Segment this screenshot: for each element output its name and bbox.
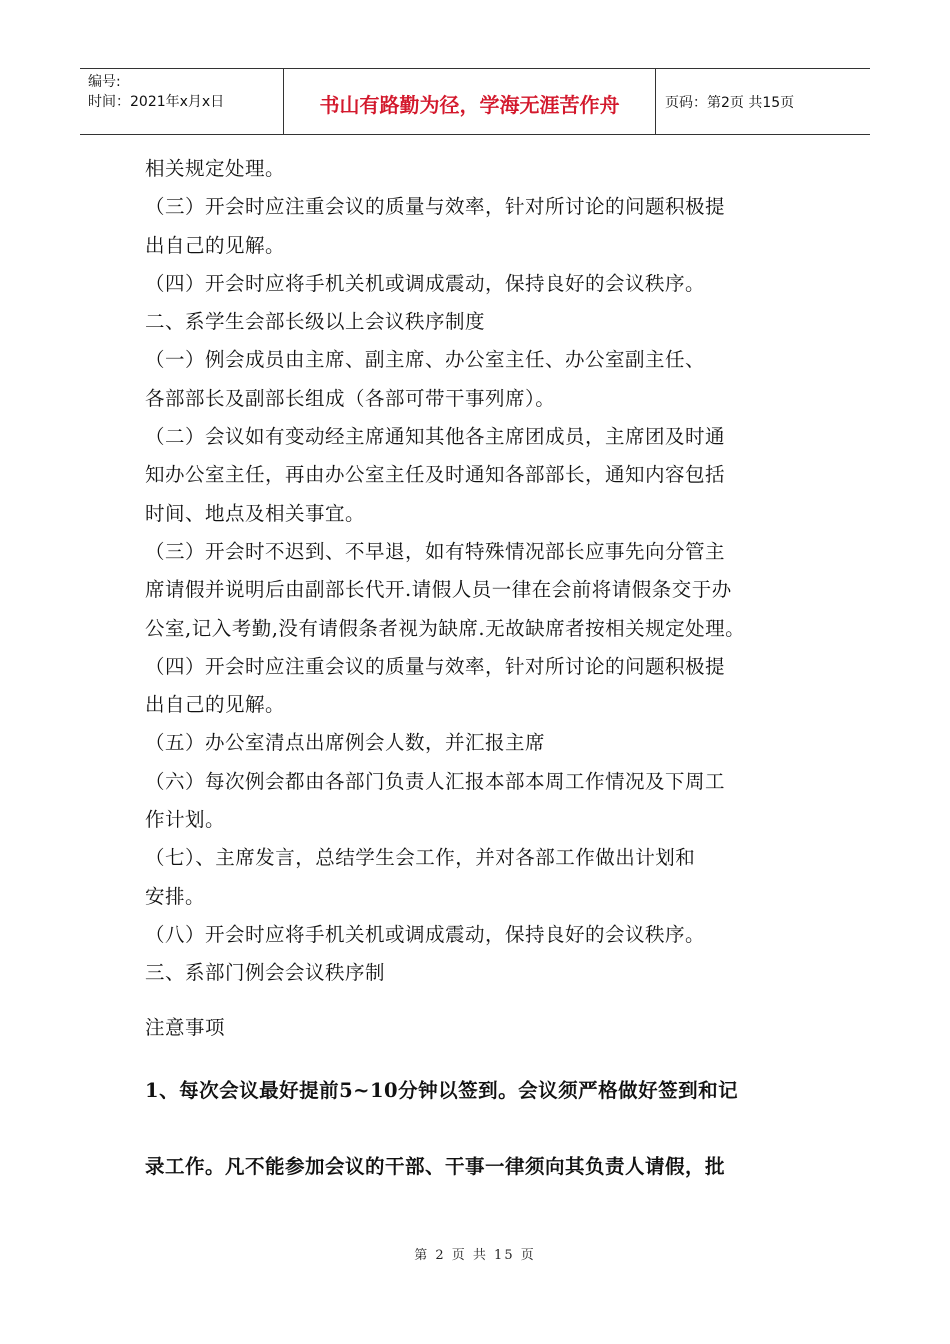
paragraph-line: （四）开会时应将手机关机或调成震动，保持良好的会议秩序。 [145,271,706,295]
paragraph-line: （八）开会时应将手机关机或调成震动，保持良好的会议秩序。 [145,922,706,946]
notice-title: 注意事项 [145,1016,226,1039]
paragraph-line: 时间、地点及相关事宜。 [145,501,366,525]
header-left-cell [80,69,283,134]
paragraph-line: 公室,记入考勤,没有请假条者视为缺席.无故缺席者按相关规定处理。 [145,616,746,640]
bold-paragraph-line: 录工作。凡不能参加会议的干部、干事一律须向其负责人请假，批 [145,1155,726,1178]
paragraph-line: 各部部长及副部长组成（各部可带干事列席）。 [145,386,556,410]
document-body [145,150,815,993]
section-heading: 二、系学生会部长级以上会议秩序制度 [145,310,486,334]
bold-paragraph-line: 1、每次会议最好提前5~10分钟以签到。会议须严格做好签到和记 [145,1079,739,1102]
header-page-label: 页码：第2页 共15页 [665,94,795,111]
document-time-label: 时间：2021年x月x日 [88,94,225,110]
document-number-label: 编号: [88,74,121,90]
paragraph-line: 相关规定处理。 [145,157,286,180]
paragraph-line: （七）、主席发言，总结学生会工作，并对各部工作做出计划和 [145,846,696,870]
paragraph-line: 知办公室主任，再由办公室主任及时通知各部部长，通知内容包括 [145,463,726,487]
paragraph-line: （三）开会时应注重会议的质量与效率，针对所讨论的问题积极提 [145,195,726,219]
paragraph-line: 席请假并说明后由副部长代开.请假人员一律在会前将请假条交于办 [145,578,732,602]
section-heading: 三、系部门例会会议秩序制 [145,961,386,985]
paragraph-line: 出自己的见解。 [145,233,286,257]
paragraph-line: （三）开会时不迟到、不早退，如有特殊情况部长应事先向分管主 [145,539,726,563]
paragraph-line: （四）开会时应注重会议的质量与效率，针对所讨论的问题积极提 [145,654,726,678]
paragraph-line: 出自己的见解。 [145,693,286,717]
header-motto: 书山有路勤为径，学海无涯苦作舟 [283,69,656,134]
page-header [80,68,870,135]
paragraph-line: （一）例会成员由主席、副主席、办公室主任、办公室副主任、 [145,348,706,372]
paragraph-line: （六）每次例会都由各部门负责人汇报本部本周工作情况及下周工 [145,769,726,793]
paragraph-line: （二）会议如有变动经主席通知其他各主席团成员，主席团及时通 [145,425,726,449]
paragraph-line: （五）办公室清点出席例会人数，并汇报主席 [145,731,546,755]
paragraph-line: 作计划。 [145,808,226,832]
page-footer: 第 2 页 共 15 页 [414,1248,536,1263]
paragraph-line: 安排。 [145,884,206,908]
